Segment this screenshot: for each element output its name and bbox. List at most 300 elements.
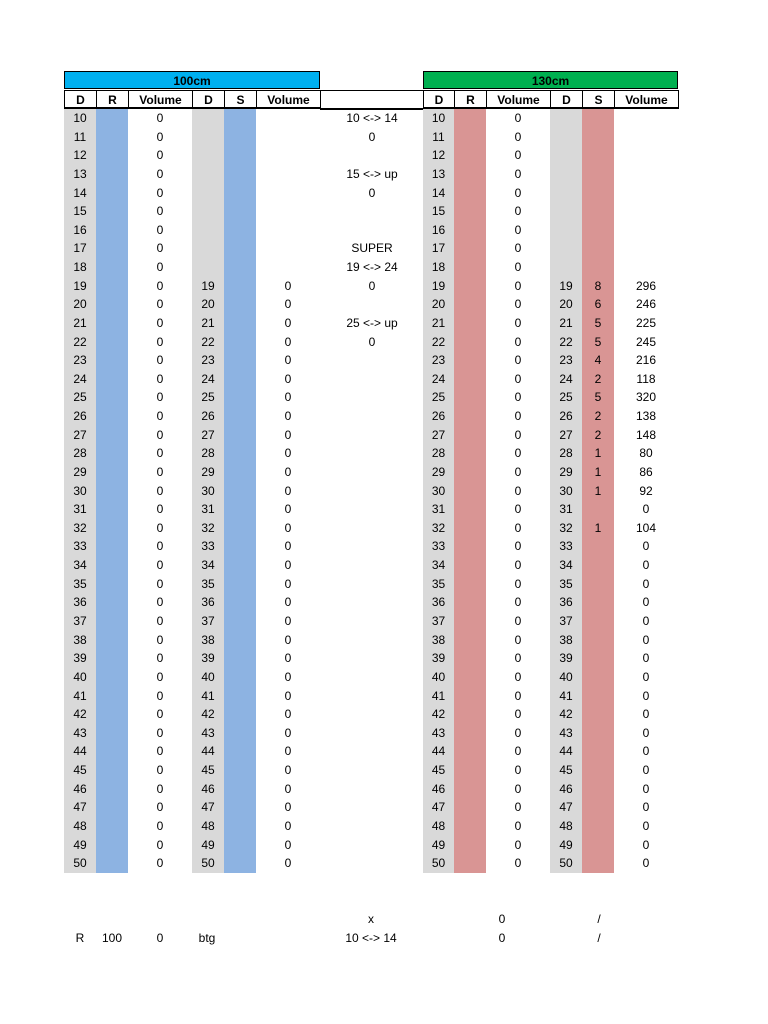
left-d-cell: 20 xyxy=(73,297,87,312)
right-volume-cell: 0 xyxy=(514,595,522,610)
right-d2-cell: 47 xyxy=(559,800,573,815)
right-volume-cell: 0 xyxy=(514,725,522,740)
right-volume-cell: 0 xyxy=(514,427,522,442)
right-volume2-cell: 92 xyxy=(639,483,653,498)
right-volume2-cell: 216 xyxy=(635,353,657,368)
left-d2-cell: 41 xyxy=(201,688,215,703)
footer-slash-1: / xyxy=(597,912,601,926)
left-d-cell: 34 xyxy=(73,558,87,573)
left-d-cell: 40 xyxy=(73,669,87,684)
left-volume-cell: 0 xyxy=(156,856,164,871)
right-volume-cell: 0 xyxy=(514,129,522,144)
left-d-cell: 25 xyxy=(73,390,87,405)
right-d-cell: 40 xyxy=(431,669,446,684)
right-volume2-cell: 245 xyxy=(635,334,657,349)
left-volume-cell: 0 xyxy=(156,800,164,815)
left-volume-cell: 0 xyxy=(156,632,164,647)
middle-note: 0 xyxy=(368,334,376,349)
left-d-cell: 17 xyxy=(73,241,87,256)
right-s-cell: 5 xyxy=(594,334,602,349)
right-volume-cell: 0 xyxy=(514,334,522,349)
left-volume-cell: 0 xyxy=(156,781,164,796)
left-d-cell: 16 xyxy=(73,222,87,237)
left-d-cell: 46 xyxy=(73,781,87,796)
left-d-cell: 13 xyxy=(73,166,87,181)
left-s-band xyxy=(224,109,256,873)
right-d-cell: 18 xyxy=(431,260,446,275)
left-d-cell: 24 xyxy=(73,371,87,386)
right-volume-cell: 0 xyxy=(514,539,522,554)
right-d-cell: 45 xyxy=(431,763,446,778)
right-d-cell: 12 xyxy=(431,148,446,163)
right-d-cell: 36 xyxy=(431,595,446,610)
right-d-cell: 42 xyxy=(431,707,446,722)
right-volume2-cell: 138 xyxy=(635,409,657,424)
left-d-cell: 32 xyxy=(73,520,87,535)
left-volume2-cell: 0 xyxy=(284,744,292,759)
left-d2-cell: 31 xyxy=(201,502,215,517)
right-volume-cell: 0 xyxy=(514,166,522,181)
right-d-cell: 49 xyxy=(431,837,446,852)
footer-value-2: 0 xyxy=(498,931,506,945)
right-d-cell: 34 xyxy=(431,558,446,573)
left-volume-cell: 0 xyxy=(156,688,164,703)
right-d-cell: 46 xyxy=(431,781,446,796)
right-s-cell: 5 xyxy=(594,315,602,330)
right-volume-cell: 0 xyxy=(514,669,522,684)
right-d-cell: 17 xyxy=(431,241,446,256)
right-volume2-cell: 0 xyxy=(642,688,650,703)
right-d2-cell: 40 xyxy=(559,669,573,684)
left-header-5: Volume xyxy=(256,90,321,109)
left-d2-cell: 47 xyxy=(201,800,215,815)
right-d2-cell: 32 xyxy=(559,520,573,535)
right-volume-cell: 0 xyxy=(514,464,522,479)
right-d-cell: 11 xyxy=(432,129,445,144)
left-volume-cell: 0 xyxy=(156,371,164,386)
left-d-cell: 33 xyxy=(73,539,87,554)
left-d2-cell: 27 xyxy=(201,427,215,442)
left-volume-cell: 0 xyxy=(156,185,164,200)
right-volume2-cell: 0 xyxy=(642,632,650,647)
left-d-cell: 39 xyxy=(73,651,87,666)
left-header-3: D xyxy=(192,90,224,109)
right-header-1: R xyxy=(454,90,486,109)
right-volume-cell: 0 xyxy=(514,632,522,647)
right-volume2-cell: 0 xyxy=(642,539,650,554)
right-volume2-cell: 0 xyxy=(642,651,650,666)
right-d2-cell: 37 xyxy=(559,614,573,628)
right-d2-cell: 23 xyxy=(559,353,573,368)
left-volume2-cell: 0 xyxy=(284,278,292,293)
right-title: 130cm xyxy=(423,71,678,89)
right-d-cell: 30 xyxy=(431,483,446,498)
right-volume2-cell: 0 xyxy=(642,781,650,796)
right-s-cell: 2 xyxy=(594,409,602,424)
left-volume2-cell: 0 xyxy=(284,576,292,591)
right-d2-cell: 38 xyxy=(559,632,573,647)
left-volume-cell: 0 xyxy=(156,669,164,684)
left-d-cell: 11 xyxy=(73,129,87,144)
left-volume-cell: 0 xyxy=(156,502,164,517)
left-d-cell: 26 xyxy=(73,409,87,424)
right-s-cell: 1 xyxy=(594,520,602,535)
left-volume-cell: 0 xyxy=(156,427,164,442)
left-d2-cell: 35 xyxy=(201,576,215,591)
right-volume2-cell: 80 xyxy=(639,446,653,461)
right-volume-cell: 0 xyxy=(514,837,522,852)
right-d2-cell: 45 xyxy=(559,763,573,778)
right-d-cell: 13 xyxy=(431,166,446,181)
left-d-cell: 18 xyxy=(73,260,87,275)
right-d2-cell: 24 xyxy=(559,371,573,386)
right-volume2-cell: 246 xyxy=(635,297,657,312)
left-volume-cell: 0 xyxy=(156,464,164,479)
right-d2-cell: 50 xyxy=(559,856,573,871)
right-volume-cell: 0 xyxy=(514,241,522,256)
left-d-cell: 42 xyxy=(73,707,87,722)
right-d-cell: 15 xyxy=(431,204,446,219)
left-d2-cell: 39 xyxy=(201,651,215,666)
right-volume2-cell: 0 xyxy=(642,558,650,573)
left-volume2-cell: 0 xyxy=(284,800,292,815)
left-volume-cell: 0 xyxy=(156,204,164,219)
left-volume-cell: 0 xyxy=(156,166,164,181)
right-header-3: D xyxy=(550,90,582,109)
middle-note: 0 xyxy=(368,278,376,293)
left-d-cell: 43 xyxy=(73,725,87,740)
left-volume2-cell: 0 xyxy=(284,707,292,722)
left-volume2-cell: 0 xyxy=(284,297,292,312)
middle-note: 15 <-> up xyxy=(346,166,398,181)
right-volume-cell: 0 xyxy=(514,651,522,666)
right-volume2-cell: 0 xyxy=(642,800,650,815)
right-volume-cell: 0 xyxy=(514,371,522,386)
left-title: 100cm xyxy=(64,71,320,89)
right-d-cell: 24 xyxy=(431,371,446,386)
left-volume-cell: 0 xyxy=(156,707,164,722)
right-volume2-cell: 148 xyxy=(635,427,657,442)
left-d2-cell: 25 xyxy=(201,390,215,405)
right-volume2-cell: 320 xyxy=(635,390,657,405)
left-d2-cell: 44 xyxy=(201,744,215,759)
right-d-cell: 29 xyxy=(431,464,446,479)
right-d-cell: 16 xyxy=(431,222,446,237)
right-s-cell: 2 xyxy=(594,427,602,442)
left-volume-cell: 0 xyxy=(156,818,164,833)
left-d-cell: 29 xyxy=(73,464,87,479)
left-d2-cell: 42 xyxy=(201,707,215,722)
left-header-4: S xyxy=(224,90,256,109)
left-volume-cell: 0 xyxy=(156,483,164,498)
left-volume2-cell: 0 xyxy=(284,539,292,554)
right-volume-cell: 0 xyxy=(514,707,522,722)
right-volume-cell: 0 xyxy=(514,856,522,871)
left-volume2-cell: 0 xyxy=(284,595,292,610)
right-d2-cell: 26 xyxy=(559,409,573,424)
right-d2-cell: 34 xyxy=(559,558,573,573)
right-s-cell: 6 xyxy=(594,297,602,312)
left-d2-cell: 45 xyxy=(201,763,215,778)
right-d2-cell: 44 xyxy=(559,744,573,759)
right-volume2-cell: 86 xyxy=(639,464,653,479)
left-d-cell: 15 xyxy=(73,204,87,219)
left-d2-cell: 22 xyxy=(201,334,215,349)
right-volume-cell: 0 xyxy=(514,558,522,573)
left-volume-cell: 0 xyxy=(156,334,164,349)
left-d-cell: 37 xyxy=(73,614,87,628)
right-volume2-cell: 0 xyxy=(642,576,650,591)
left-d2-cell: 33 xyxy=(201,539,215,554)
left-d-cell: 28 xyxy=(73,446,87,461)
right-d-cell: 39 xyxy=(431,651,446,666)
right-s-cell: 1 xyxy=(594,483,602,498)
right-d-cell: 48 xyxy=(431,818,446,833)
left-volume2-cell: 0 xyxy=(284,781,292,796)
right-volume2-cell: 225 xyxy=(635,315,657,330)
footer-btg: btg xyxy=(198,931,216,945)
left-d-cell: 27 xyxy=(73,427,87,442)
left-volume-cell: 0 xyxy=(156,409,164,424)
right-d-cell: 32 xyxy=(431,520,446,535)
left-d2-cell: 48 xyxy=(201,818,215,833)
left-volume2-cell: 0 xyxy=(284,651,292,666)
left-volume-cell: 0 xyxy=(156,576,164,591)
right-volume-cell: 0 xyxy=(514,576,522,591)
right-d2-cell: 39 xyxy=(559,651,573,666)
right-d2-cell: 25 xyxy=(559,390,573,405)
right-volume2-cell: 0 xyxy=(642,669,650,684)
right-volume2-cell: 0 xyxy=(642,707,650,722)
footer-r-label: R xyxy=(75,931,85,945)
left-volume2-cell: 0 xyxy=(284,837,292,852)
left-d-cell: 12 xyxy=(73,148,87,163)
left-volume-cell: 0 xyxy=(156,558,164,573)
left-d2-cell: 34 xyxy=(201,558,215,573)
left-d2-cell: 29 xyxy=(201,464,215,479)
middle-header-top-line xyxy=(320,90,423,91)
right-volume-cell: 0 xyxy=(514,353,522,368)
left-volume2-cell: 0 xyxy=(284,818,292,833)
left-volume-cell: 0 xyxy=(156,222,164,237)
right-d2-cell: 49 xyxy=(559,837,573,852)
right-d2-cell: 22 xyxy=(559,334,573,349)
right-d-cell: 33 xyxy=(431,539,446,554)
left-volume-cell: 0 xyxy=(156,148,164,163)
right-volume-cell: 0 xyxy=(514,818,522,833)
right-d-cell: 26 xyxy=(431,409,446,424)
left-volume2-cell: 0 xyxy=(284,614,292,628)
right-volume-cell: 0 xyxy=(514,315,522,330)
right-volume-cell: 0 xyxy=(514,185,522,200)
right-volume-cell: 0 xyxy=(514,297,522,312)
left-volume-cell: 0 xyxy=(156,111,164,125)
right-d-cell: 31 xyxy=(431,502,446,517)
left-d-cell: 10 xyxy=(73,111,87,125)
right-d-cell: 47 xyxy=(431,800,446,815)
left-d-cell: 22 xyxy=(73,334,87,349)
left-volume-cell: 0 xyxy=(156,390,164,405)
right-s-cell: 2 xyxy=(594,371,602,386)
right-volume-cell: 0 xyxy=(514,204,522,219)
left-volume-cell: 0 xyxy=(156,651,164,666)
right-volume-cell: 0 xyxy=(514,520,522,535)
left-volume2-cell: 0 xyxy=(284,502,292,517)
right-volume2-cell: 0 xyxy=(642,725,650,740)
left-volume2-cell: 0 xyxy=(284,725,292,740)
right-s-cell: 1 xyxy=(594,446,602,461)
middle-note: 0 xyxy=(368,129,376,144)
right-volume2-cell: 0 xyxy=(642,818,650,833)
left-d2-cell: 38 xyxy=(201,632,215,647)
right-d2-cell: 46 xyxy=(559,781,573,796)
left-header-2: Volume xyxy=(128,90,192,109)
footer-zero: 0 xyxy=(156,931,164,945)
left-d2-cell: 23 xyxy=(201,353,215,368)
left-volume2-cell: 0 xyxy=(284,390,292,405)
left-d2-cell: 46 xyxy=(201,781,215,796)
left-volume2-cell: 0 xyxy=(284,483,292,498)
right-d-cell: 35 xyxy=(431,576,446,591)
right-d2-cell: 33 xyxy=(559,539,573,554)
right-d-cell: 43 xyxy=(431,725,446,740)
right-d2-cell: 29 xyxy=(559,464,573,479)
left-volume2-cell: 0 xyxy=(284,520,292,535)
right-volume2-cell: 0 xyxy=(642,763,650,778)
right-d2-cell: 43 xyxy=(559,725,573,740)
left-volume2-cell: 0 xyxy=(284,558,292,573)
right-d-cell: 25 xyxy=(431,390,446,405)
right-s-cell: 5 xyxy=(594,390,602,405)
left-volume2-cell: 0 xyxy=(284,427,292,442)
left-d2-cell: 24 xyxy=(201,371,215,386)
left-d-cell: 50 xyxy=(73,856,87,871)
right-d2-cell: 19 xyxy=(559,278,573,293)
right-volume2-cell: 0 xyxy=(642,595,650,610)
footer-range: 10 <-> 14 xyxy=(345,931,397,945)
left-d2-cell: 19 xyxy=(201,278,215,293)
right-volume-cell: 0 xyxy=(514,744,522,759)
left-volume-cell: 0 xyxy=(156,744,164,759)
right-d-cell: 14 xyxy=(431,185,446,200)
right-d2-cell: 31 xyxy=(559,502,573,517)
left-volume2-cell: 0 xyxy=(284,632,292,647)
middle-note: SUPER xyxy=(351,241,393,256)
left-volume2-cell: 0 xyxy=(284,353,292,368)
right-volume-cell: 0 xyxy=(514,148,522,163)
middle-note: 25 <-> up xyxy=(346,315,398,330)
left-r-band xyxy=(96,109,128,873)
right-s-cell: 1 xyxy=(594,464,602,479)
right-volume2-cell: 118 xyxy=(636,371,656,386)
right-volume-cell: 0 xyxy=(514,390,522,405)
middle-note: 19 <-> 24 xyxy=(346,260,398,275)
left-d-cell: 14 xyxy=(73,185,87,200)
left-volume-cell: 0 xyxy=(156,260,164,275)
left-d2-cell: 49 xyxy=(201,837,215,852)
right-volume2-cell: 0 xyxy=(642,837,650,852)
right-d2-cell: 48 xyxy=(559,818,573,833)
right-volume-cell: 0 xyxy=(514,800,522,815)
left-d-cell: 23 xyxy=(73,353,87,368)
right-volume-cell: 0 xyxy=(514,278,522,293)
left-d-cell: 21 xyxy=(73,315,87,330)
left-volume-cell: 0 xyxy=(156,129,164,144)
left-d-cell: 41 xyxy=(73,688,87,703)
left-volume2-cell: 0 xyxy=(284,334,292,349)
left-d-cell: 48 xyxy=(73,818,87,833)
right-d-cell: 22 xyxy=(431,334,446,349)
right-s-cell: 4 xyxy=(594,353,602,368)
left-d-cell: 36 xyxy=(73,595,87,610)
right-volume2-cell: 0 xyxy=(642,744,650,759)
left-volume-cell: 0 xyxy=(156,763,164,778)
left-d-cell: 31 xyxy=(73,502,87,517)
right-d-cell: 28 xyxy=(431,446,446,461)
right-header-4: S xyxy=(582,90,614,109)
left-header-0: D xyxy=(64,90,96,109)
footer-value-1: 0 xyxy=(498,912,506,926)
right-volume-cell: 0 xyxy=(514,483,522,498)
right-volume-cell: 0 xyxy=(514,614,522,628)
left-d-cell: 19 xyxy=(73,278,87,293)
right-d2-cell: 28 xyxy=(559,446,573,461)
left-volume-cell: 0 xyxy=(156,241,164,256)
middle-note: 0 xyxy=(368,185,376,200)
right-volume2-cell: 0 xyxy=(642,502,650,517)
left-volume2-cell: 0 xyxy=(284,464,292,479)
right-d2-cell: 20 xyxy=(559,297,573,312)
left-d2-cell: 26 xyxy=(201,409,215,424)
left-d2-cell: 30 xyxy=(201,483,215,498)
left-d-cell: 49 xyxy=(73,837,87,852)
left-volume-cell: 0 xyxy=(156,297,164,312)
right-volume2-cell: 0 xyxy=(642,856,650,871)
right-header-0: D xyxy=(423,90,454,109)
right-volume-cell: 0 xyxy=(514,409,522,424)
right-d2-cell: 27 xyxy=(559,427,573,442)
middle-note: 10 <-> 14 xyxy=(346,111,398,125)
left-d-cell: 30 xyxy=(73,483,87,498)
right-d2-cell: 42 xyxy=(559,707,573,722)
left-volume2-cell: 0 xyxy=(284,315,292,330)
right-d-cell: 37 xyxy=(431,614,446,628)
right-d-cell: 44 xyxy=(431,744,446,759)
right-d2-cell: 35 xyxy=(559,576,573,591)
left-d2-cell: 43 xyxy=(201,725,215,740)
right-volume-cell: 0 xyxy=(514,688,522,703)
right-d-cell: 20 xyxy=(431,297,446,312)
right-volume-cell: 0 xyxy=(514,222,522,237)
left-volume-cell: 0 xyxy=(156,446,164,461)
right-volume-cell: 0 xyxy=(514,446,522,461)
right-volume-cell: 0 xyxy=(514,111,522,125)
left-d2-cell: 50 xyxy=(201,856,215,871)
right-volume-cell: 0 xyxy=(514,502,522,517)
left-d2-cell: 32 xyxy=(201,520,215,535)
left-volume-cell: 0 xyxy=(156,595,164,610)
left-volume2-cell: 0 xyxy=(284,856,292,871)
left-volume-cell: 0 xyxy=(156,520,164,535)
left-volume2-cell: 0 xyxy=(284,669,292,684)
left-d-cell: 35 xyxy=(73,576,87,591)
left-volume2-cell: 0 xyxy=(284,763,292,778)
left-d-cell: 47 xyxy=(73,800,87,815)
footer-x: x xyxy=(368,912,374,926)
footer-slash-2: / xyxy=(597,931,601,945)
right-d-cell: 10 xyxy=(431,111,446,125)
left-d2-cell: 36 xyxy=(201,595,215,610)
